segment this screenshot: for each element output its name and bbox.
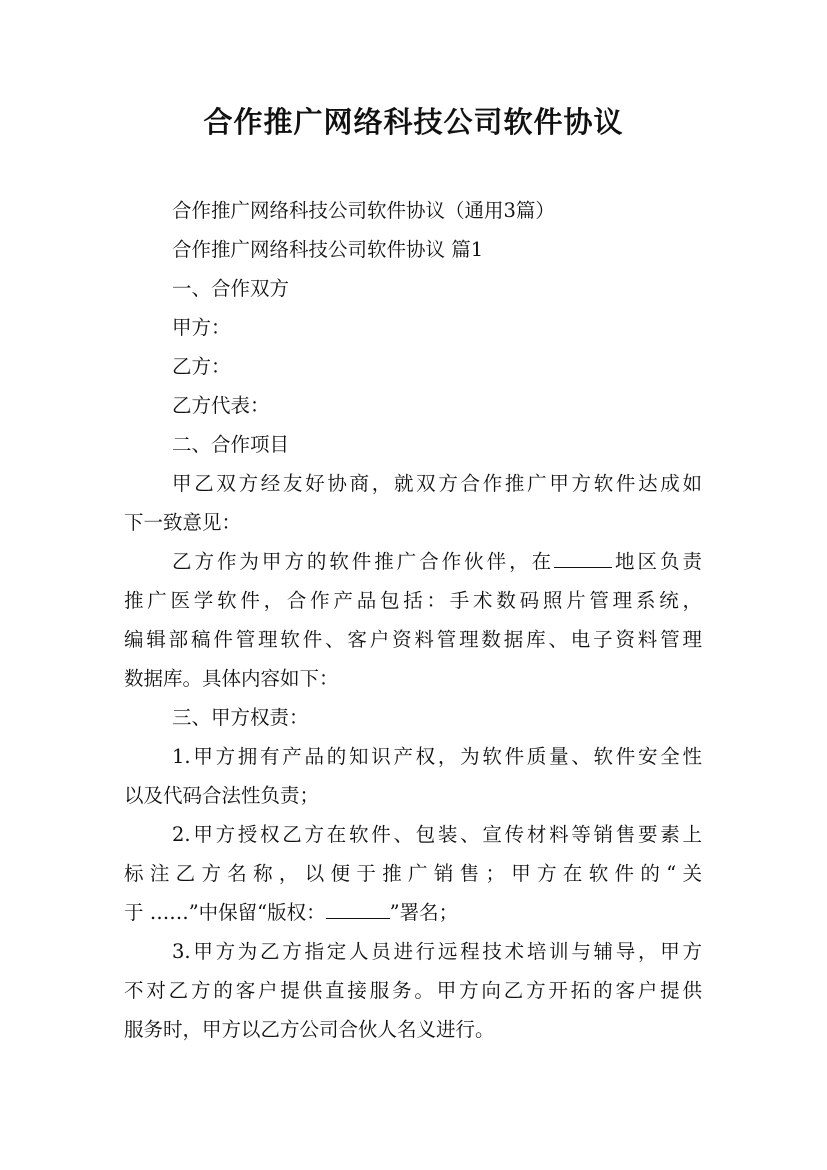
paragraph-line: 下一致意见： bbox=[124, 511, 242, 534]
party-b-label: 乙方： bbox=[172, 355, 231, 378]
paragraph-line: 数据库。具体内容如下： bbox=[124, 667, 339, 690]
section-heading-party-a-rights: 三、甲方权责： bbox=[172, 706, 309, 729]
section-heading-parties: 一、合作双方 bbox=[172, 277, 290, 300]
fill-in-blank bbox=[554, 549, 612, 568]
paragraph-line: 编辑部稿件管理软件、客户资料管理数据库、电子资料管理 bbox=[124, 628, 702, 651]
paragraph-line bbox=[124, 542, 702, 581]
paragraph-line: 以及代码合法性负责； bbox=[124, 784, 320, 807]
paragraph-line bbox=[124, 893, 702, 932]
party-b-representative-label: 乙方代表： bbox=[172, 394, 270, 417]
paragraph-line: 服务时，甲方以乙方公司合伙人名义进行。 bbox=[124, 1018, 495, 1041]
paragraph-line: 2.甲方授权乙方在软件、包装、宣传材料等销售要素上 bbox=[172, 823, 702, 846]
paragraph-line: 推广医学软件，合作产品包括：手术数码照片管理系统， bbox=[124, 589, 702, 612]
paragraph-text: 地区负责 bbox=[612, 550, 702, 573]
paragraph-text: ”署名； bbox=[389, 901, 459, 924]
paragraph-text: 于 ……”中保留“版权： bbox=[124, 901, 326, 924]
paragraph-line: 甲乙双方经友好协商，就双方合作推广甲方软件达成如 bbox=[172, 472, 702, 495]
section-heading-project: 二、合作项目 bbox=[172, 433, 290, 456]
paragraph-line: 1.甲方拥有产品的知识产权，为软件质量、软件安全性 bbox=[172, 745, 702, 768]
document-body bbox=[124, 191, 702, 1049]
paragraph-text: 乙方作为甲方的软件推广合作伙伴，在 bbox=[172, 550, 555, 573]
paragraph-line: 不对乙方的客户提供直接服务。甲方向乙方开拓的客户提供 bbox=[124, 979, 702, 1002]
fill-in-blank bbox=[326, 900, 390, 919]
document-subtitle: 合作推广网络科技公司软件协议（通用3篇） bbox=[172, 199, 555, 222]
paragraph-line: 标注乙方名称，以便于推广销售；甲方在软件的“关 bbox=[124, 862, 702, 885]
party-a-label: 甲方： bbox=[172, 316, 231, 339]
chapter-heading: 合作推广网络科技公司软件协议 篇1 bbox=[172, 238, 484, 261]
paragraph-line: 3.甲方为乙方指定人员进行远程技术培训与辅导，甲方 bbox=[172, 940, 702, 963]
document-title: 合作推广网络科技公司软件协议 bbox=[203, 105, 624, 139]
